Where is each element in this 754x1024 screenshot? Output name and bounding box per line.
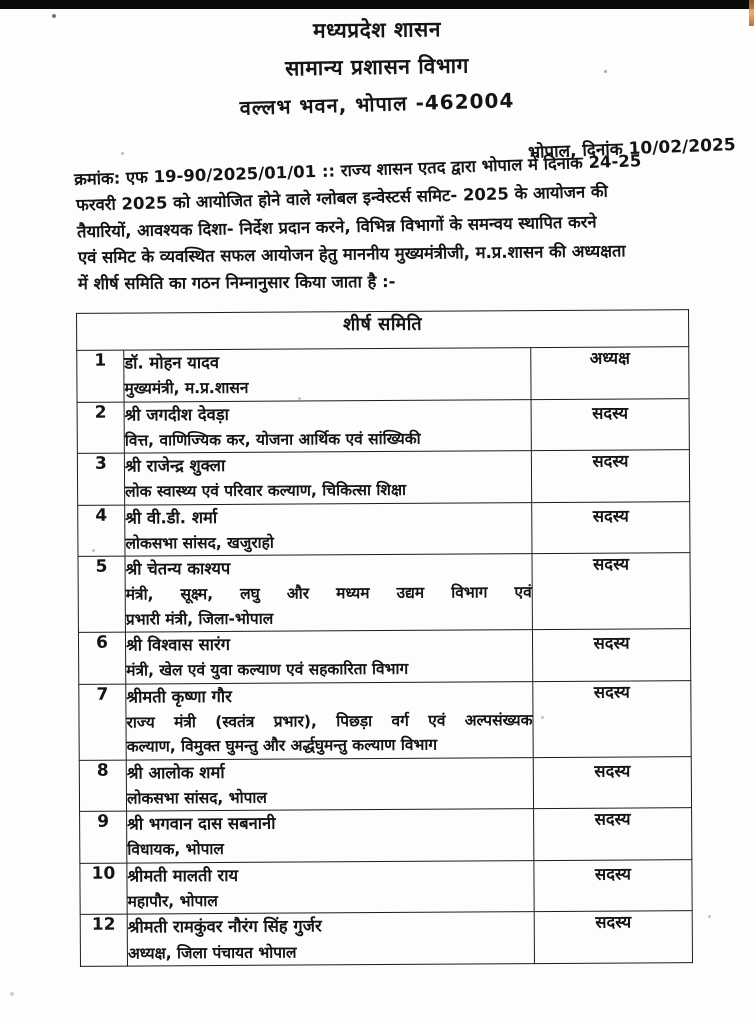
- row-role: [531, 450, 689, 503]
- row-member-details: [126, 681, 533, 760]
- member-name: श्री भगवान दास सबनानी: [127, 814, 276, 834]
- role-label: सदस्य: [592, 506, 629, 526]
- role-label: सदस्य: [593, 682, 630, 702]
- table-row: [77, 347, 689, 402]
- member-designation: लोकसभा सांसद, भोपाल: [126, 788, 267, 808]
- order-body-line-2: फरवरी 2025 को आयोजित होने वाले ग्लोबल इन्वेस्टर्स समिट- 2025 के आयोजन की: [75, 182, 609, 215]
- member-name: श्री चेतन्य काश्यप: [125, 559, 231, 579]
- scan-speck: [121, 152, 124, 155]
- row-role: [532, 629, 690, 682]
- row-role: [534, 808, 692, 861]
- role-label: सदस्य: [594, 864, 631, 884]
- order-body-line-1: क्रमांक: एफ 19-90/2025/01/01 :: राज्य शासन एतद द्वारा भोपाल में दिनांक 24-25: [73, 151, 642, 190]
- row-member-details: [127, 809, 534, 863]
- row-member-details: [125, 502, 532, 556]
- table-title: शीर्ष समिति: [77, 310, 689, 351]
- letterhead: [0, 16, 754, 120]
- role-label: सदस्य: [592, 451, 629, 471]
- row-role: [534, 911, 692, 964]
- table-row: [79, 756, 691, 811]
- letterhead-government-name: मध्यप्रदेश शासन: [312, 17, 442, 43]
- row-role: [533, 680, 691, 757]
- row-serial-number: 10: [80, 863, 127, 915]
- member-designation: महापौर, भोपाल: [127, 891, 218, 911]
- member-designation: लोकसभा सांसद, खजुराहो: [125, 533, 274, 553]
- row-serial-number: 8: [79, 760, 126, 812]
- row-serial-number: 3: [77, 453, 124, 505]
- member-name: डॉ. मोहन यादव: [124, 353, 220, 373]
- order-body-line-3: तैयारियों, आवश्यक दिशा- निर्देश प्रदान करने, विभिन्न विभागों के समन्वय स्थापित करने: [76, 211, 597, 241]
- scan-artifact-top-bar: [0, 0, 754, 9]
- scan-speck: [10, 992, 14, 996]
- member-designation: विधायक, भोपाल: [127, 840, 224, 859]
- row-role: [531, 398, 689, 451]
- member-name: श्री आलोक शर्मा: [126, 762, 225, 783]
- member-name: श्री वी.डी. शर्मा: [125, 507, 218, 528]
- table-row: [77, 450, 689, 505]
- row-member-details: [124, 451, 531, 505]
- member-designation: मुख्यमंत्री, म.प्र.शासन: [124, 378, 249, 398]
- role-label: सदस्य: [592, 403, 629, 423]
- role-label: सदस्य: [594, 761, 631, 781]
- committee-table-container: [76, 309, 692, 967]
- table-header-row: [77, 310, 689, 351]
- table-row: [78, 629, 690, 684]
- member-name: श्री राजेन्द्र शुक्ला: [124, 456, 226, 476]
- row-serial-number: 1: [77, 350, 124, 402]
- member-designation: अध्यक्ष, जिला पंचायत भोपाल: [127, 943, 297, 963]
- row-member-details: [125, 554, 532, 633]
- role-label: सदस्य: [594, 809, 631, 830]
- table-row: [78, 553, 690, 633]
- member-name: श्रीमती रामकुंवर नौरंग सिंह गुर्जर: [127, 916, 322, 938]
- letterhead-department-name: सामान्य प्रशासन विभाग: [284, 53, 470, 81]
- table-row: [80, 808, 692, 863]
- row-serial-number: 12: [80, 915, 127, 967]
- row-serial-number: 4: [78, 505, 125, 557]
- table-row: [79, 680, 691, 760]
- table-row: [78, 501, 690, 556]
- member-designation: लोक स्वास्थ्य एवं परिवार कल्याण, चिकित्सा शिक्षा: [125, 481, 407, 501]
- row-role: [532, 501, 690, 554]
- committee-table-body: [77, 347, 693, 967]
- committee-table: [76, 309, 693, 967]
- row-member-details: [124, 399, 531, 453]
- row-serial-number: 7: [79, 684, 126, 760]
- row-member-details: [127, 912, 534, 966]
- order-body-paragraph: [73, 151, 740, 302]
- member-name: श्री जगदीश देवड़ा: [124, 404, 229, 425]
- role-label: सदस्य: [595, 912, 632, 933]
- row-member-details: [125, 630, 532, 684]
- member-designation: मंत्री, खेल एवं युवा कल्याण एवं सहकारिता विभाग: [126, 660, 409, 680]
- table-row: [80, 860, 692, 915]
- place-and-date: भोपाल, दिनांक 10/02/2025: [528, 135, 737, 163]
- member-designation: राज्य मंत्री (स्वतंत्र प्रभार), पिछड़ा वर्ग एवं अल्पसंख्यक: [126, 710, 533, 732]
- member-designation-continued: कल्याण, विमुक्त घुमन्तु और अर्द्धघुमन्तु कल्याण विभाग: [126, 735, 438, 756]
- row-member-details: [127, 860, 534, 914]
- scan-speck: [708, 915, 711, 918]
- row-member-details: [126, 757, 533, 811]
- row-serial-number: 2: [77, 402, 124, 454]
- table-row: [80, 911, 692, 966]
- member-designation-continued: प्रभारी मंत्री, जिला-भोपाल: [125, 609, 274, 629]
- row-role: [531, 347, 689, 400]
- member-name: श्रीमती मालती राय: [127, 865, 239, 886]
- member-name: श्री विश्वास सारंग: [125, 635, 231, 655]
- row-role: [532, 553, 690, 630]
- row-serial-number: 5: [78, 556, 125, 632]
- role-label: सदस्य: [593, 554, 630, 574]
- row-serial-number: 9: [80, 811, 127, 863]
- order-body-line-4: एवं समिट के व्यवस्थित सफल आयोजन हेतु माननीय मुख्यमंत्रीजी, म.प्र.शासन की अध्यक्षता: [77, 241, 626, 267]
- row-role: [534, 860, 692, 913]
- member-name: श्रीमती कृष्णा गौर: [126, 686, 232, 707]
- role-label: सदस्य: [593, 633, 630, 653]
- row-role: [533, 756, 691, 809]
- role-label: अध्यक्ष: [589, 348, 630, 368]
- member-designation: वित्त, वाणिज्यिक कर, योजना आर्थिक एवं सांख्यिकी: [124, 429, 421, 450]
- letterhead-address: वल्लभ भवन, भोपाल -462004: [239, 88, 515, 120]
- table-row: [77, 398, 689, 453]
- row-serial-number: 6: [78, 632, 125, 684]
- member-designation: मंत्री, सूक्ष्म, लघु और मध्यम उद्यम विभाग एवं: [125, 583, 532, 604]
- row-member-details: [124, 348, 531, 402]
- order-body-line-5: में शीर्ष समिति का गठन निम्नानुसार किया जाता है :-: [77, 272, 396, 294]
